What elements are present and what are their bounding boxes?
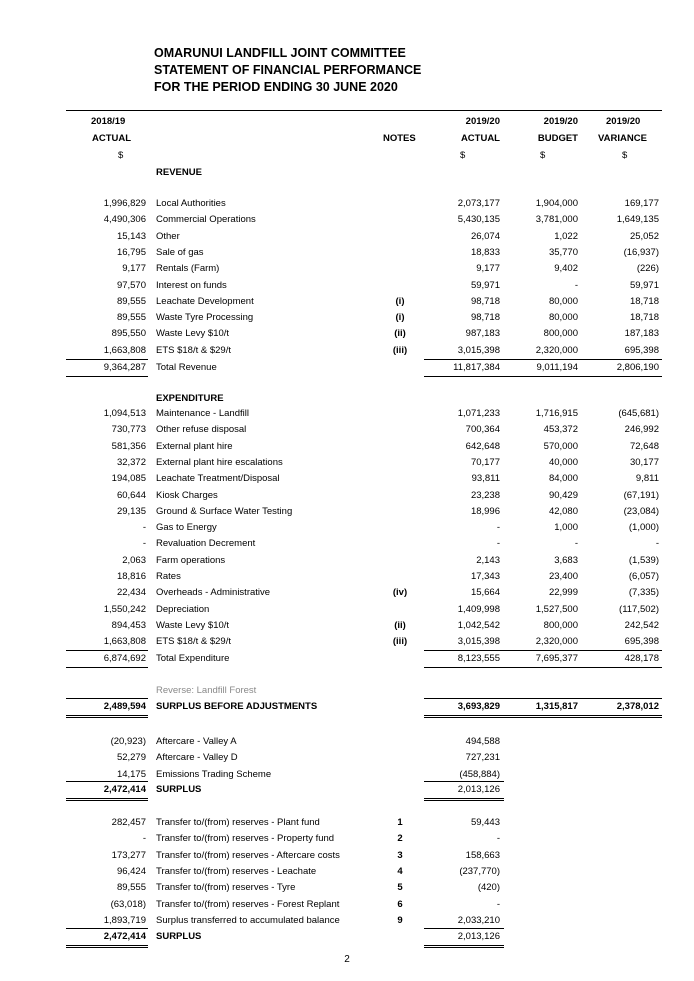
header-year-prior: 2018/19 <box>91 116 126 127</box>
cell-actual: 59,443 <box>470 817 500 828</box>
surplus2-actual: 2,013,126 <box>457 931 500 942</box>
cell-budget: - <box>574 279 578 291</box>
cell-description: Transfer to/(from) reserves - Plant fund <box>156 817 320 828</box>
cell-description: Leachate Treatment/Disposal <box>156 473 280 485</box>
cell-actual: 700,364 <box>465 424 500 436</box>
table-row <box>0 618 694 634</box>
revenue-total-row <box>0 360 694 376</box>
surplus2-rule-1-prior <box>66 945 148 946</box>
header-years <box>0 114 694 130</box>
header-actual-prior: ACTUAL <box>92 133 132 144</box>
cell-actual: 23,238 <box>470 489 500 501</box>
cell-prior-actual: 581,356 <box>111 440 146 452</box>
expenditure-total-rule-figures <box>424 667 662 668</box>
cell-description: Transfer to/(from) reserves - Tyre <box>156 882 296 894</box>
cell-budget: 1,716,915 <box>535 408 578 419</box>
cell-variance: (16,937) <box>623 246 659 258</box>
cell-actual: 3,015,398 <box>457 344 500 356</box>
cell-description: Transfer to/(from) reserves - Forest Replant <box>156 898 340 910</box>
cell-actual: - <box>496 522 500 534</box>
cell-actual: - <box>496 898 500 910</box>
cell-variance: 72,648 <box>629 440 659 452</box>
cell-description: Emissions Trading Scheme <box>156 768 272 780</box>
table-row <box>0 229 694 245</box>
cell-variance: (6,057) <box>628 571 659 582</box>
page-number: 2 <box>344 954 350 965</box>
cell-note: (i) <box>395 295 405 307</box>
cell-prior-actual: 89,555 <box>116 295 146 307</box>
cell-description: Ground & Surface Water Testing <box>156 505 293 517</box>
cell-prior-actual: - <box>142 522 146 534</box>
cell-actual: 70,177 <box>470 456 500 468</box>
header-budget: BUDGET <box>537 133 578 144</box>
cell-note: 9 <box>397 914 403 926</box>
cell-prior-actual: 18,816 <box>116 571 146 582</box>
cell-description: External plant hire <box>156 440 233 452</box>
cell-description: Waste Levy $10/t <box>156 328 230 340</box>
surplus1-rule-2-figures <box>424 800 504 801</box>
table-row <box>0 897 694 913</box>
surplus1-prior: 2,472,414 <box>103 784 146 795</box>
cell-description: Other <box>156 230 180 242</box>
cell-description: Overheads - Administrative <box>156 587 271 599</box>
cell-actual: 1,409,998 <box>457 603 500 615</box>
cell-prior-actual: 1,094,513 <box>103 408 146 419</box>
cell-description: Farm operations <box>156 554 226 566</box>
cell-variance: 18,718 <box>629 312 659 324</box>
cell-prior-actual: - <box>142 833 146 845</box>
cell-budget: 35,770 <box>548 246 578 258</box>
surplus1-label: SURPLUS <box>156 784 202 795</box>
cell-prior-actual: 1,996,829 <box>103 198 146 209</box>
surplus-before-actual: 3,693,829 <box>457 701 500 712</box>
cell-variance: 59,971 <box>629 279 659 291</box>
cell-prior-actual: 194,085 <box>111 473 146 485</box>
surplus2-rule-2-figures <box>424 947 504 948</box>
surplus-before-rule-2-figures <box>424 717 662 718</box>
cell-actual: 158,663 <box>465 849 500 861</box>
cell-prior-actual: 60,644 <box>116 489 146 501</box>
revenue-heading-row <box>0 165 694 181</box>
cell-variance: 25,052 <box>629 230 659 242</box>
table-row <box>0 406 694 422</box>
header-labels <box>0 131 694 147</box>
cell-variance: 246,992 <box>624 424 659 436</box>
cell-budget: 453,372 <box>543 424 578 436</box>
cell-description: Other refuse disposal <box>156 424 247 436</box>
cell-budget: 22,999 <box>548 587 578 599</box>
table-row <box>0 602 694 618</box>
cell-prior-actual: 730,773 <box>111 424 146 436</box>
table-row <box>0 488 694 504</box>
revenue-total-label: Total Revenue <box>156 362 217 373</box>
cell-note: 4 <box>397 865 403 877</box>
cell-actual: 2,073,177 <box>457 198 500 209</box>
cell-budget: 80,000 <box>548 295 578 307</box>
header-notes: NOTES <box>383 133 416 144</box>
cell-description: Waste Tyre Processing <box>156 312 254 324</box>
cell-prior-actual: 894,453 <box>111 619 146 631</box>
cell-note: (iv) <box>392 587 408 599</box>
cell-note: 1 <box>397 817 403 828</box>
cell-prior-actual: 173,277 <box>111 849 146 861</box>
table-row <box>0 310 694 326</box>
table-row <box>0 261 694 277</box>
currency-prior: $ <box>118 150 124 161</box>
revenue-total-budget: 9,011,194 <box>536 362 578 373</box>
cell-description: Maintenance - Landfill <box>156 408 249 419</box>
table-row <box>0 196 694 212</box>
header-variance: VARIANCE <box>598 133 647 144</box>
cell-description: External plant hire escalations <box>156 456 283 468</box>
table-row <box>0 504 694 520</box>
table-row <box>0 815 694 831</box>
table-row <box>0 913 694 929</box>
cell-actual: 98,718 <box>470 295 500 307</box>
cell-budget: 1,527,500 <box>535 603 578 615</box>
cell-prior-actual: 4,490,306 <box>103 214 146 226</box>
cell-prior-actual: 282,457 <box>111 817 146 828</box>
expenditure-total-variance: 428,178 <box>624 653 659 664</box>
surplus-before-rule-1-figures <box>424 715 662 716</box>
expenditure-heading-row <box>0 391 694 407</box>
cell-budget: 1,000 <box>554 522 578 534</box>
cell-budget: 42,080 <box>548 505 578 517</box>
cell-note: (iii) <box>392 636 408 648</box>
cell-budget: 800,000 <box>543 619 578 631</box>
cell-note: 3 <box>397 849 403 861</box>
cell-note: (i) <box>395 312 405 324</box>
surplus1-rule-1-prior <box>66 798 148 799</box>
cell-prior-actual: 1,663,808 <box>103 344 146 356</box>
cell-budget: 80,000 <box>548 312 578 324</box>
cell-note: (iii) <box>392 344 408 356</box>
cell-variance: 9,811 <box>635 473 659 485</box>
cell-actual: 26,074 <box>470 230 500 242</box>
header-top-rule <box>66 110 662 111</box>
cell-actual: (458,884) <box>459 768 500 780</box>
cell-prior-actual: 895,550 <box>111 328 146 340</box>
table-row <box>0 278 694 294</box>
header-year-variance: 2019/20 <box>606 116 641 127</box>
cell-actual: 18,996 <box>470 505 500 517</box>
cell-actual: 15,664 <box>470 587 500 599</box>
cell-description: Rates <box>156 571 181 582</box>
table-row <box>0 520 694 536</box>
surplus-before-budget: 1,315,817 <box>535 701 578 712</box>
cell-prior-actual: (20,923) <box>110 736 146 747</box>
cell-description: Gas to Energy <box>156 522 217 534</box>
cell-actual: (237,770) <box>459 865 500 877</box>
revenue-total-prior: 9,364,287 <box>103 362 146 373</box>
cell-description: Surplus transferred to accumulated balance <box>156 914 340 926</box>
cell-prior-actual: 52,279 <box>116 752 146 764</box>
expenditure-total-rule-prior <box>66 667 148 668</box>
cell-actual: 98,718 <box>470 312 500 324</box>
cell-prior-actual: - <box>142 538 146 550</box>
cell-prior-actual: 29,135 <box>116 505 146 517</box>
table-row <box>0 831 694 847</box>
cell-budget: 84,000 <box>548 473 578 485</box>
table-row <box>0 750 694 766</box>
header-currency <box>0 148 694 164</box>
cell-description: Rentals (Farm) <box>156 263 220 275</box>
surplus2-rule-1-figures <box>424 945 504 946</box>
cell-actual: 18,833 <box>470 246 500 258</box>
cell-variance: 1,649,135 <box>616 214 659 226</box>
currency-actual: $ <box>460 150 466 161</box>
revenue-total-rule-prior <box>66 376 148 377</box>
table-row <box>0 880 694 896</box>
cell-budget: 3,781,000 <box>535 214 578 226</box>
table-row <box>0 848 694 864</box>
cell-description: Waste Levy $10/t <box>156 619 230 631</box>
cell-actual: 2,033,210 <box>457 914 500 926</box>
surplus2-row <box>0 929 694 945</box>
cell-prior-actual: 89,555 <box>116 312 146 324</box>
cell-note: (ii) <box>394 619 406 631</box>
surplus2-label: SURPLUS <box>156 931 202 942</box>
cell-budget: 9,402 <box>554 263 578 275</box>
cell-variance: (1,000) <box>628 522 659 534</box>
table-row <box>0 439 694 455</box>
title-line-2: STATEMENT OF FINANCIAL PERFORMANCE <box>154 63 422 77</box>
cell-description: Leachate Development <box>156 295 254 307</box>
cell-budget: 800,000 <box>543 328 578 340</box>
surplus-before-rule-2-prior <box>66 717 148 718</box>
cell-note: (ii) <box>394 328 406 340</box>
cell-budget: 2,320,000 <box>535 636 578 648</box>
header-year-budget: 2019/20 <box>543 116 578 127</box>
cell-prior-actual: 89,555 <box>116 882 146 894</box>
table-row <box>0 343 694 359</box>
surplus-before-label: SURPLUS BEFORE ADJUSTMENTS <box>156 701 318 712</box>
cell-budget: - <box>574 538 578 550</box>
cell-budget: 2,320,000 <box>535 344 578 356</box>
table-row <box>0 734 694 750</box>
table-row <box>0 471 694 487</box>
cell-actual: 642,648 <box>465 440 500 452</box>
cell-description: Commercial Operations <box>156 214 256 226</box>
cell-variance: (117,502) <box>619 603 659 615</box>
table-row <box>0 455 694 471</box>
surplus1-rule-1-figures <box>424 798 504 799</box>
table-row <box>0 569 694 585</box>
table-row <box>0 294 694 310</box>
cell-prior-actual: 97,570 <box>116 279 146 291</box>
cell-description: Interest on funds <box>156 279 227 291</box>
cell-budget: 570,000 <box>543 440 578 452</box>
cell-actual: 1,071,233 <box>457 408 500 419</box>
cell-description: Sale of gas <box>156 246 204 258</box>
header-actual: ACTUAL <box>460 133 500 144</box>
title-line-3: FOR THE PERIOD ENDING 30 JUNE 2020 <box>154 80 398 94</box>
cell-budget: 23,400 <box>548 571 578 582</box>
currency-variance: $ <box>622 150 628 161</box>
cell-variance: (1,539) <box>628 554 659 566</box>
cell-budget: 1,022 <box>554 230 578 242</box>
expenditure-total-prior: 6,874,692 <box>103 653 146 664</box>
table-row <box>0 212 694 228</box>
cell-actual: 2,143 <box>476 554 500 566</box>
cell-actual: - <box>496 833 500 845</box>
cell-variance: (67,191) <box>623 489 659 501</box>
table-row <box>0 864 694 880</box>
cell-description: Depreciation <box>156 603 210 615</box>
revenue-total-actual: 11,817,384 <box>453 362 500 373</box>
table-row <box>0 634 694 650</box>
cell-variance: 30,177 <box>629 456 659 468</box>
cell-prior-actual: 2,063 <box>122 554 146 566</box>
cell-actual: 1,042,542 <box>457 619 500 631</box>
cell-prior-actual: 1,550,242 <box>103 603 146 615</box>
cell-actual: - <box>496 538 500 550</box>
expenditure-total-budget: 7,695,377 <box>535 653 578 664</box>
cell-description: Transfer to/(from) reserves - Leachate <box>156 865 317 877</box>
cell-prior-actual: 14,175 <box>116 768 146 780</box>
cell-description: ETS $18/t & $29/t <box>156 344 231 356</box>
surplus2-prior: 2,472,414 <box>103 931 146 942</box>
surplus1-actual: 2,013,126 <box>457 784 500 795</box>
cell-prior-actual: 22,434 <box>116 587 146 599</box>
cell-note: 6 <box>397 898 403 910</box>
cell-variance: 18,718 <box>629 295 659 307</box>
cell-variance: 169,177 <box>624 198 659 209</box>
cell-variance: 242,542 <box>624 619 659 631</box>
cell-variance: (7,335) <box>628 587 659 599</box>
cell-actual: 3,015,398 <box>457 636 500 648</box>
table-row <box>0 326 694 342</box>
cell-budget: 3,683 <box>554 554 578 566</box>
surplus-before-variance: 2,378,012 <box>616 701 659 712</box>
cell-actual: 59,971 <box>470 279 500 291</box>
expenditure-total-row <box>0 651 694 667</box>
expenditure-total-label: Total Expenditure <box>156 653 230 664</box>
cell-budget: 90,429 <box>548 489 578 501</box>
surplus-before-prior: 2,489,594 <box>103 701 146 712</box>
cell-variance: 187,183 <box>624 328 659 340</box>
reverse-forest-row <box>0 683 694 699</box>
cell-description: Transfer to/(from) reserves - Property fund <box>156 833 335 845</box>
cell-prior-actual: 15,143 <box>116 230 146 242</box>
cell-variance: (645,681) <box>618 408 659 419</box>
surplus1-rule-2-prior <box>66 800 148 801</box>
cell-prior-actual: 1,893,719 <box>103 914 146 926</box>
cell-description: ETS $18/t & $29/t <box>156 636 231 648</box>
surplus2-rule-2-prior <box>66 947 148 948</box>
cell-description: Revaluation Decrement <box>156 538 256 550</box>
surplus1-row <box>0 782 694 798</box>
cell-budget: 1,904,000 <box>535 198 578 209</box>
cell-actual: 93,811 <box>471 473 500 485</box>
surplus-before-row <box>0 699 694 715</box>
cell-variance: - <box>655 538 659 550</box>
table-row <box>0 422 694 438</box>
cell-actual: (420) <box>477 882 500 894</box>
cell-prior-actual: 1,663,808 <box>103 636 146 648</box>
cell-prior-actual: 9,177 <box>122 263 146 275</box>
cell-description: Kiosk Charges <box>156 489 218 501</box>
cell-prior-actual: 32,372 <box>116 456 146 468</box>
table-row <box>0 536 694 552</box>
revenue-heading: REVENUE <box>156 167 202 178</box>
cell-actual: 9,177 <box>476 263 500 275</box>
title-line-1: OMARUNUI LANDFILL JOINT COMMITTEE <box>154 46 406 60</box>
cell-prior-actual: (63,018) <box>110 898 146 910</box>
cell-description: Transfer to/(from) reserves - Aftercare costs <box>156 849 340 861</box>
revenue-total-variance: 2,806,190 <box>616 362 659 373</box>
cell-variance: 695,398 <box>624 636 659 648</box>
revenue-total-rule-figures <box>424 376 662 377</box>
header-year-actual: 2019/20 <box>465 116 500 127</box>
cell-actual: 494,588 <box>465 736 500 747</box>
cell-description: Aftercare - Valley A <box>156 736 237 747</box>
surplus-before-rule-1-prior <box>66 715 148 716</box>
reverse-forest-label: Reverse: Landfill Forest <box>156 685 257 696</box>
cell-description: Aftercare - Valley D <box>156 752 238 764</box>
cell-prior-actual: 16,795 <box>116 246 146 258</box>
expenditure-total-actual: 8,123,555 <box>457 653 500 664</box>
cell-variance: 695,398 <box>624 344 659 356</box>
cell-actual: 727,231 <box>465 752 500 764</box>
cell-note: 2 <box>397 833 403 845</box>
cell-budget: 40,000 <box>548 456 578 468</box>
cell-description: Local Authorities <box>156 198 226 209</box>
cell-note: 5 <box>397 882 403 894</box>
table-row <box>0 245 694 261</box>
table-row <box>0 553 694 569</box>
cell-actual: 17,343 <box>470 571 500 582</box>
expenditure-heading: EXPENDITURE <box>156 393 224 404</box>
table-row <box>0 585 694 601</box>
cell-prior-actual: 96,424 <box>116 865 146 877</box>
currency-budget: $ <box>540 150 546 161</box>
cell-variance: (23,084) <box>623 505 659 517</box>
cell-actual: 5,430,135 <box>457 214 500 226</box>
cell-variance: (226) <box>636 263 659 275</box>
cell-actual: 987,183 <box>465 328 500 340</box>
